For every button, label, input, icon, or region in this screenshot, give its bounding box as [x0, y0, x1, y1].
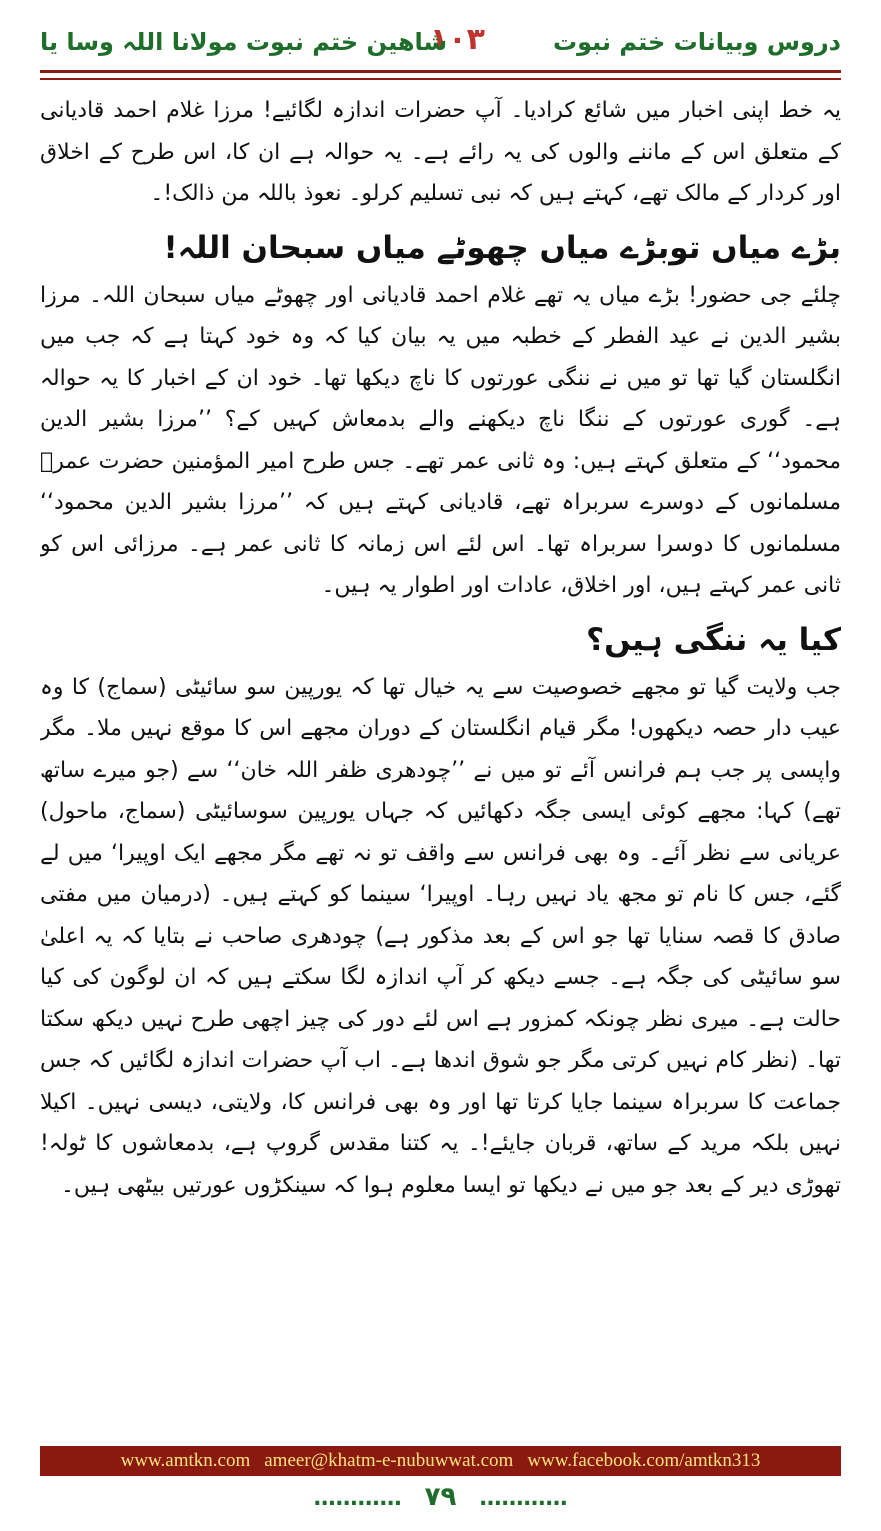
dots-left: ………… — [313, 1486, 402, 1511]
footer-page-number: ۷۹ — [424, 1482, 457, 1512]
section-heading-2: کیا یہ ننگی ہیں؟ — [586, 621, 841, 658]
page-header — [40, 22, 841, 66]
author-name: شاھین ختم نبوت مولانا اللہ وسا یا — [40, 28, 448, 56]
paragraph-1: یہ خط اپنی اخبار میں شائع کرادیا۔ آپ حضرات اندازہ لگائیے! مرزا غلام احمد قادیانی کے متعلق اس کے ماننے والوں کی یہ رائے ہے۔ یہ حوالہ ہے ان کا، اس طرح کے اخلاق اور کردار کے مالک تھے، کہتے ہیں کہ نبی تسلیم کرلو۔ نعوذ باللہ من ذالک!۔ — [40, 98, 841, 206]
footer-facebook-link[interactable]: www.facebook.com/amtkn313 — [527, 1450, 761, 1471]
paragraph-2: چلئے جی حضور! بڑے میاں یہ تھے غلام احمد قادیانی اور چھوٹے میاں سبحان اللہ۔ مرزا بشیر الدین نے عید الفطر کے خطبہ میں یہ بیان کیا کہ وہ خود کہتا ہے کہ جب میں انگلستان گیا تھا تو میں نے ننگی عورتوں کا ناچ دیکھا تھا۔ خود ان کے اخبار کا یہ حوالہ ہے۔ گوری عورتوں کے ننگا ناچ دیکھنے والے بدمعاش کہیں کے؟ ’’مرزا بشیر الدین محمود‘‘ کے متعلق کہتے ہیں: وہ ثانی عمر تھے۔ جس طرح امیر المؤمنین حضرت عمرؓ مسلمانوں کے دوسرے سربراہ تھے، قادیانی کہتے ہیں کہ ’’مرزا بشیر الدین محمود‘‘ مسلمانوں کا دوسرا سربراہ تھا۔ اس لئے اس زمانہ کا ثانی عمر ہے۔ مرزائی اس کو ثانی عمر کہتے ہیں، اور اخلاق، عادات اور اطوار یہ ہیں۔ — [40, 282, 841, 598]
header-divider-top — [40, 70, 841, 73]
dots-right: ………… — [479, 1486, 568, 1511]
section-heading-1: بڑے میاں توبڑے میاں چھوٹے میاں سبحان اللہ! — [163, 229, 841, 266]
paragraph-3: جب ولایت گیا تو مجھے خصوصیت سے یہ خیال تھا کہ یورپین سو سائیٹی (سماج) کا وہ عیب دار حصہ دیکھوں! مگر قیام انگلستان کے دوران مجھے اس کا موقع نہیں ملا۔ مگر واپسی پر جب ہم فرانس آئے تو میں نے ’’چودھری ظفر اللہ خان‘‘ سے (جو میرے ساتھ تھے) کہا: مجھے کوئی ایسی جگہ دکھائیں کہ جہاں یورپین سوسائیٹی (سماج، ماحول) عریانی سے نظر آئے۔ وہ بھی فرانس سے واقف تو نہ تھے مگر مجھے ایک اوپیرا‘ میں لے گئے، جس کا نام تو مجھ یاد نہیں رہا۔ اوپیرا‘ سینما کو کہتے ہیں۔ (درمیان میں مفتی صادق کا قصہ سنایا تھا جو اس کے بعد مذکور ہے) چودھری صاحب نے بتایا کہ یہ اعلیٰ سو سائیٹی کی جگہ ہے۔ جسے دیکھ کر آپ اندازہ لگا سکتے ہیں کہ ان لوگون کی کیا حالت ہے۔ میری نظر چونکہ کمزور ہے اس لئے دور کی چیز اچھی طرح نہیں دیکھ سکتا تھا۔ (نظر کام نہیں کرتی مگر جو شوق اندھا ہے۔ اب آپ حضرات اندازہ لگائیں کہ جس جماعت کا سربراہ سینما جایا کرتا تھا اور وہ بھی فرانس کا، ولایتی، دیسی نہیں۔ اکیلا نہیں بلکہ مرید کے ساتھ، قربان جایئے!۔ یہ کتنا مقدس گروپ ہے، بدمعاشوں کا ٹولہ! تھوڑی دیر کے بعد جو میں نے دیکھا تو ایسا معلوم ہوا کہ سینکڑوں عورتیں بیٹھی ہیں۔ — [40, 674, 841, 1198]
page-content — [40, 90, 841, 1432]
footer-contact-bar — [40, 1446, 841, 1476]
footer-email-link[interactable]: ameer@khatm-e-nubuwwat.com — [264, 1450, 514, 1471]
book-title: دروس وبیانات ختم نبوت — [553, 28, 841, 56]
footer-website-link[interactable]: www.amtkn.com — [120, 1450, 251, 1471]
header-divider-bottom — [40, 78, 841, 80]
header-page-number: ۱۰۳ — [430, 22, 485, 57]
footer-page-indicator — [0, 1482, 881, 1512]
